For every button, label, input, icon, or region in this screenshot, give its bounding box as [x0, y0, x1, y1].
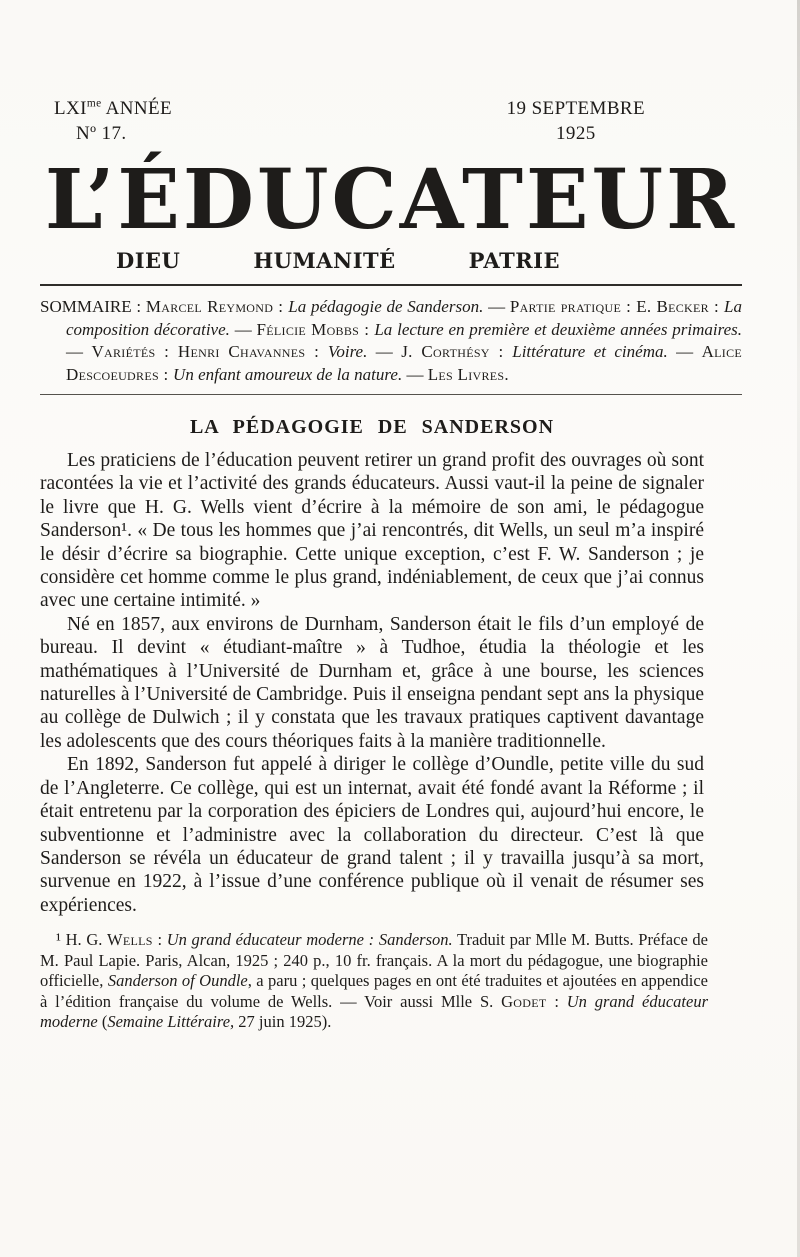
footnote: ¹ H. G. Wells : Un grand éducateur moderne : Sanderson. Traduit par Mlle M. Butts. Préface de M. Paul Lapie. Paris, Alcan, 1925 ; 240 p., 10 fr. français. A la mort du pédagogue, une biographie officielle, Sanderson of Oundle, a paru ; quelques pages en ont été traduites et ajoutées en appendice à l’édition française du volume de Wells. — Voir aussi Mlle S. Godet : Un grand éducateur moderne (Semaine Littéraire, 27 juin 1925). [40, 930, 709, 1032]
article-paragraph-3: En 1892, Sanderson fut appelé à diriger le collège d’Oundle, petite ville du sud de l’Angleterre. Ce collège, qui est un internat, avait été fondé avant la Réforme ; il était entretenu par la corporation des épiciers de Londres qui, aujourd’hui encore, le subventionne et l’administre avec la collaboration du directeur. C’est là que Sanderson se révéla un éducateur de grand talent ; il y travailla jusqu’à sa mort, survenue en 1922, à l’issue d’une conférence publique où il venait de résumer ses expériences. [40, 754, 704, 916]
issue-info-left [54, 96, 172, 146]
motto-word-patrie: PATRIE [468, 248, 560, 273]
issue-date-year: 1925 [556, 123, 596, 144]
table-of-contents: SOMMAIRE : Marcel Reymond : La pédagogie de Sanderson. — Partie pratique : E. Becker : La composition décorative. — Félicie Mobbs : La lecture en première et deuxième années primaires. — Variétés : Henri Chavannes : Voire. — J. Corthésy : Littérature et cinéma. — Alice Descoeudres : Un enfant amoureux de la nature. — Les Livres. [40, 297, 743, 384]
divider-rule-bottom [40, 394, 742, 395]
motto-word-humanite: HUMANITÉ [253, 248, 396, 273]
issue-date: 19 SEPTEMBRE [506, 98, 645, 119]
article-paragraph-1: Les praticiens de l’éducation peuvent retirer un grand profit des ouvrages où sont racontées la vie et l’activité des grands éducateurs. Aussi vaut-il la peine de signaler le livre que H. G. Wells vient d’écrire à la mémoire de son ami, le pédagogue Sanderson¹. « De tous les hommes que j’ai rencontrés, dit Wells, un seul m’a inspiré le désir d’écrire sa biographie. Cette unique exception, c’est F. W. Sanderson ; je considère cet homme comme le plus grand, indéniablement, de ceux que j’ai connus avec une certaine intimité. » [40, 450, 704, 612]
issue-number: Nº 17. [76, 123, 127, 144]
article-body [40, 415, 709, 1033]
divider-rule-top [40, 284, 742, 286]
issue-year-label: $LXI^{me}$ ANNÉE [54, 97, 173, 119]
article-paragraph-2: Né en 1857, aux environs de Durnham, Sanderson était le fils d’un employé de bureau. Il devint « étudiant-maître » à Tudhoe, étudia la théologie et les mathématiques à l’Université de Durnham et, grâce à une bourse, les sciences naturelles à l’Université de Cambridge. Puis il enseigna pendant sept ans la physique au collège de Dulwich ; il y constata que les travaux pratiques captivent davantage les adolescents que des cours théoriques faits à la manière traditionnelle. [40, 613, 704, 752]
journal-title: L’ÉDUCATEUR [44, 152, 738, 248]
journal-motto [116, 249, 560, 273]
issue-header [40, 96, 742, 146]
article-title: LA PÉDAGOGIE DE SANDERSON [189, 416, 555, 438]
motto-word-dieu: DIEU [116, 248, 181, 273]
issue-info-right [507, 96, 645, 146]
